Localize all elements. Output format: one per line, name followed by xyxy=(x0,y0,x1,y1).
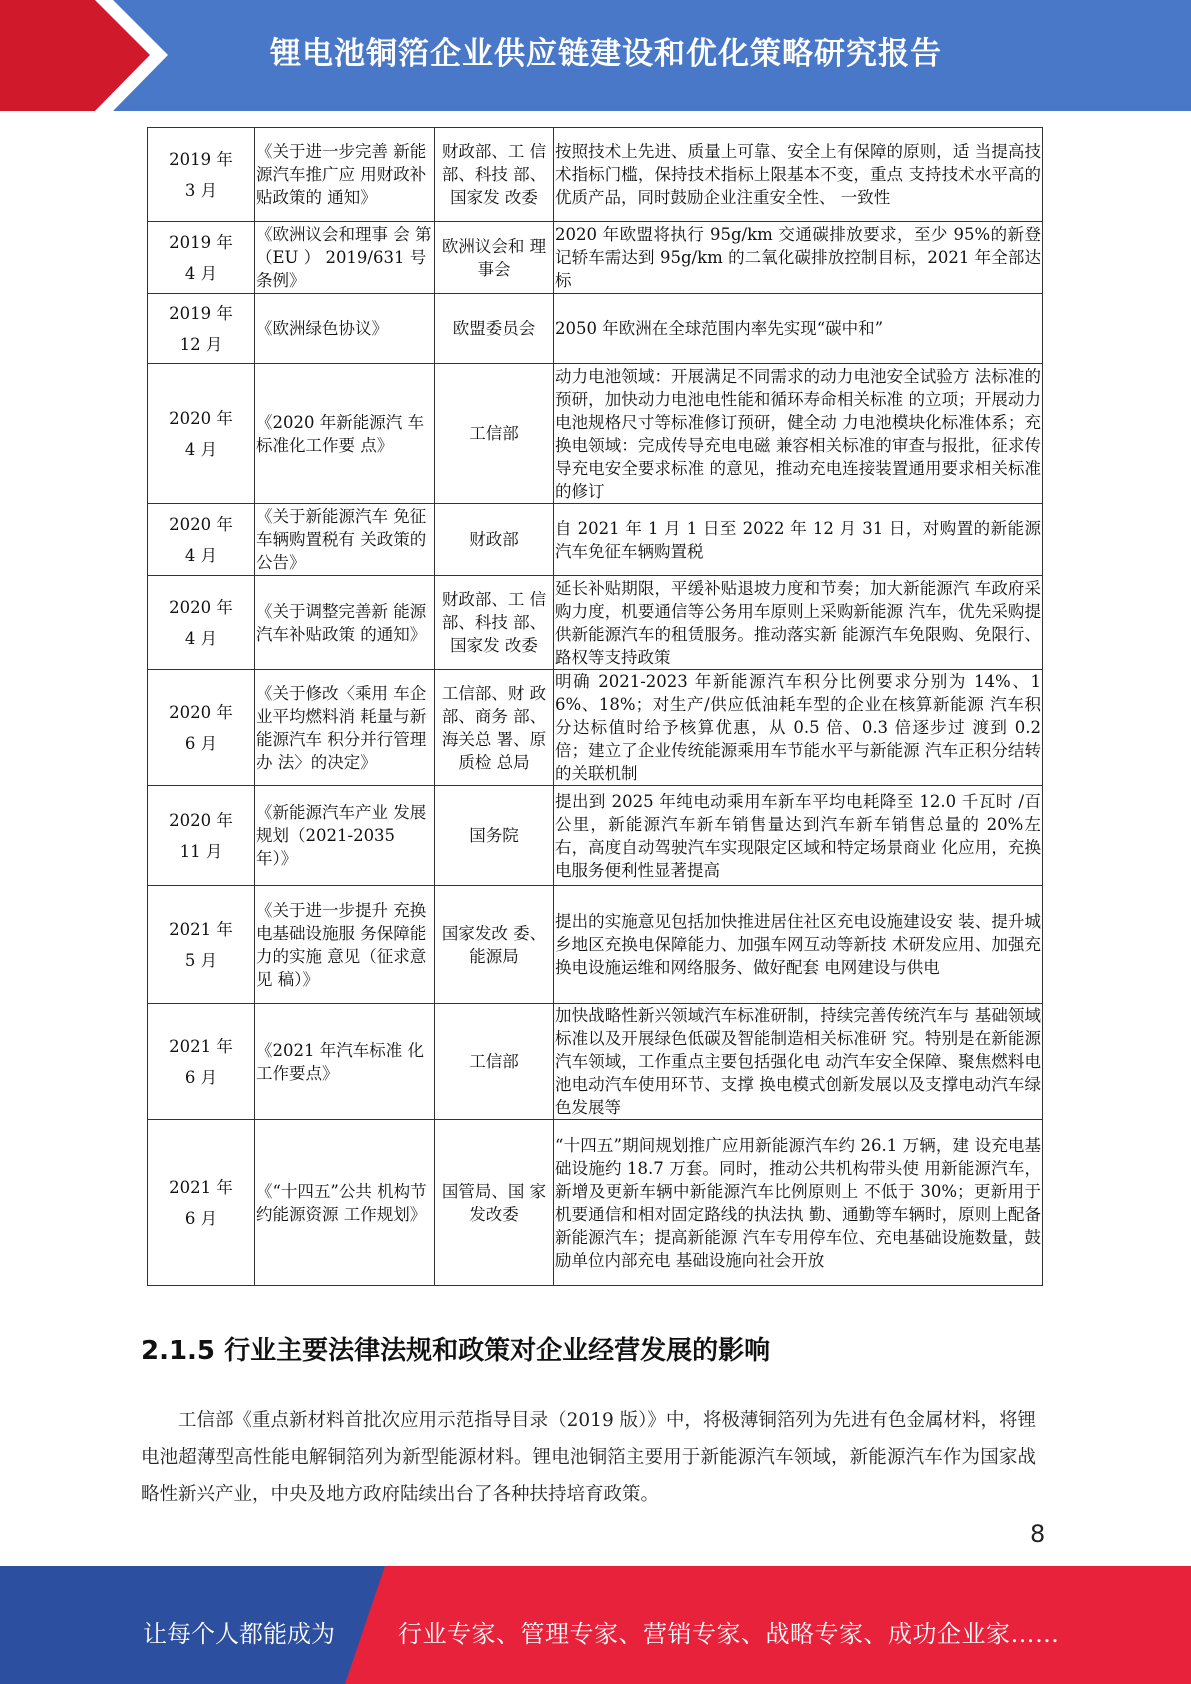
table-row xyxy=(148,504,1043,576)
policy-department-text: 财政部、工 信部、科技 部、国家发 改委 xyxy=(441,590,547,655)
policy-date-cell xyxy=(148,886,255,1004)
policy-content-text: 动力电池领域：开展满足不同需求的动力电池安全试验方 法标准的预研，加快动力电池电性能和循环寿命相关标准 的立项；开展动力电池规格尺寸等标准修订预研，健全动 力电池模块化标准体系；充换电领域：完成传导充电电磁 兼容相关标准的审查与报批，征求传导充电安全要求标准 的意见，推动充电连接装置通用要求相关标准的修订 xyxy=(555,366,1041,501)
policy-table-body xyxy=(148,128,1043,1286)
policy-date-cell xyxy=(148,364,255,504)
policy-date-cell xyxy=(148,294,255,364)
page-footer xyxy=(0,1566,1191,1684)
policy-date-cell xyxy=(148,504,255,576)
policy-document-text: 《“十四五”公共 机构节约能源资源 工作规划》 xyxy=(256,1181,427,1224)
policy-content-cell xyxy=(554,128,1043,222)
policy-content-text: 加快战略性新兴领域汽车标准研制，持续完善传统汽车与 基础领域标准以及开展绿色低碳及智能制造相关标准研 究。特别是在新能源汽车领域，工作重点主要包括强化电 动汽车安全保障、聚焦燃料电池电动汽车使用环节、支撑 换电模式创新发展以及支撑电动汽车绿色发展等 xyxy=(555,1006,1041,1117)
policy-department-cell xyxy=(435,222,554,294)
policy-department-cell xyxy=(435,294,554,364)
policy-content-cell xyxy=(554,294,1043,364)
body-paragraph: 工信部《重点新材料首批次应用示范指导目录（2019 版）》中，将极薄铜箔列为先进有色金属材料，将锂电池超薄型高性能电解铜箔列为新型能源材料。锂电池铜箔主要用于新能源汽车领域，新能源汽车作为国家战略性新兴产业，中央及地方政府陆续出台了各种扶持培育政策。 xyxy=(141,1410,1036,1505)
policy-content-cell xyxy=(554,1120,1043,1286)
table-row xyxy=(148,1120,1043,1286)
policy-date-cell xyxy=(148,670,255,786)
policy-date-cell xyxy=(148,576,255,670)
policy-department-text: 欧洲议会和 理事会 xyxy=(441,236,547,279)
policy-department-cell xyxy=(435,576,554,670)
policy-content-text: 2020 年欧盟将执行 95g/km 交通碳排放要求，至少 95%的新登记轿车需达到 95g/km 的二氧化碳排放控制目标，2021 年全部达标 xyxy=(555,225,1041,290)
policy-department-text: 国家发改 委、能源局 xyxy=(441,923,547,966)
policy-department-text: 欧盟委员会 xyxy=(452,319,536,338)
policy-department-text: 国务院 xyxy=(469,826,519,845)
policy-table xyxy=(147,127,1043,1286)
policy-content-text: “十四五”期间规划推广应用新能源汽车约 26.1 万辆，建 设充电基础设施约 18.7 万套。同时，推动公共机构带头使 用新能源汽车，新增及更新车辆中新能源汽车比例原则上 不低于 30%；更新用于机要通信和相对固定路线的执法执 勤、通勤等车辆时，原则上配备新能源汽车；提高新能源 汽车专用停车位、充电基础设施数量，鼓励单位内部充电 基础设施向社会开放 xyxy=(555,1135,1041,1270)
policy-content-text: 按照技术上先进、质量上可靠、安全上有保障的原则，适 当提高技术指标门槛，保持技术指标上限基本不变，重点 支持技术水平高的优质产品，同时鼓励企业注重安全性、 一致性 xyxy=(555,142,1041,207)
policy-date-cell xyxy=(148,786,255,886)
policy-date-text: 2019 年 12 月 xyxy=(169,303,233,354)
policy-document-cell xyxy=(255,786,435,886)
policy-department-text: 财政部 xyxy=(469,530,519,549)
policy-document-text: 《关于新能源汽车 免征车辆购置税有 关政策的公告》 xyxy=(256,507,427,572)
table-row xyxy=(148,364,1043,504)
policy-document-cell xyxy=(255,504,435,576)
policy-date-text: 2021 年 6 月 xyxy=(169,1177,233,1228)
policy-content-text: 提出的实施意见包括加快推进居住社区充电设施建设安 装、提升城乡地区充换电保障能力、加强车网互动等新技 术研发应用、加强充换电设施运维和网络服务、做好配套 电网建设与供电 xyxy=(555,912,1041,977)
policy-content-cell xyxy=(554,576,1043,670)
policy-content-text: 延长补贴期限，平缓补贴退坡力度和节奏；加大新能源汽 车政府采购力度，机要通信等公务用车原则上采购新能源 汽车，优先采购提供新能源汽车的租赁服务。推动落实新 能源汽车免限购、免限行、路权等支持政策 xyxy=(555,578,1041,667)
policy-department-cell xyxy=(435,1120,554,1286)
policy-content-cell xyxy=(554,886,1043,1004)
policy-document-cell xyxy=(255,576,435,670)
policy-document-text: 《2020 年新能源汽 车标准化工作要 点》 xyxy=(256,412,424,455)
policy-document-text: 《欧洲议会和理事 会 第 （EU ） 2019/631 号条例》 xyxy=(256,225,432,290)
policy-content-cell xyxy=(554,222,1043,294)
footer-slogan-left: 让每个人都能成为 xyxy=(143,1620,335,1648)
policy-document-text: 《2021 年汽车标准 化工作要点》 xyxy=(256,1040,424,1083)
policy-content-cell xyxy=(554,1004,1043,1120)
table-row xyxy=(148,128,1043,222)
policy-department-text: 工信部 xyxy=(469,1052,519,1071)
policy-content-text: 自 2021 年 1 月 1 日至 2022 年 12 月 31 日，对购置的新能源汽车免征车辆购置税 xyxy=(555,518,1041,561)
policy-document-text: 《关于调整完善新 能源汽车补贴政策 的通知》 xyxy=(256,601,427,644)
policy-content-text: 明确 2021-2023 年新能源汽车积分比例要求分别为 14%、16%、18%；对生产/供应低油耗车型的企业在核算新能源 汽车积分达标值时给予核算优惠，从 0.5 倍、0.3 倍逐步过 渡到 0.2 倍；建立了企业传统能源乘用车节能水平与新能源 汽车正积分结转的关联机制 xyxy=(555,672,1041,783)
page-number: 8 xyxy=(1030,1520,1046,1548)
policy-date-text: 2021 年 6 月 xyxy=(169,1036,233,1087)
policy-department-text: 国管局、国 家发改委 xyxy=(441,1181,547,1224)
policy-content-cell xyxy=(554,670,1043,786)
policy-department-cell xyxy=(435,504,554,576)
policy-date-cell xyxy=(148,222,255,294)
policy-date-cell xyxy=(148,128,255,222)
policy-date-cell xyxy=(148,1004,255,1120)
policy-department-text: 财政部、工 信部、科技 部、国家发 改委 xyxy=(441,142,547,207)
table-row xyxy=(148,294,1043,364)
policy-department-cell xyxy=(435,128,554,222)
policy-date-text: 2019 年 4 月 xyxy=(169,232,233,283)
policy-department-cell xyxy=(435,1004,554,1120)
table-row xyxy=(148,786,1043,886)
policy-document-cell xyxy=(255,1004,435,1120)
page-header xyxy=(0,0,1191,111)
policy-department-cell xyxy=(435,364,554,504)
policy-document-text: 《欧洲绿色协议》 xyxy=(256,319,388,338)
policy-document-cell xyxy=(255,294,435,364)
policy-date-text: 2020 年 4 月 xyxy=(169,408,233,459)
policy-document-text: 《关于进一步完善 新能源汽车推广应 用财政补贴政策的 通知》 xyxy=(256,142,427,207)
policy-date-text: 2020 年 4 月 xyxy=(169,597,233,648)
policy-department-text: 工信部 xyxy=(469,424,519,443)
footer-slogan-right: 行业专家、管理专家、营销专家、战略专家、成功企业家…… xyxy=(398,1620,1060,1648)
table-row xyxy=(148,886,1043,1004)
policy-content-cell xyxy=(554,504,1043,576)
policy-document-cell xyxy=(255,670,435,786)
report-title: 锂电池铜箔企业供应链建设和优化策略研究报告 xyxy=(270,36,942,72)
policy-document-cell xyxy=(255,1120,435,1286)
policy-department-cell xyxy=(435,786,554,886)
policy-document-text: 《关于进一步提升 充换电基础设施服 务保障能力的实施 意见（征求意见 稿）》 xyxy=(256,900,427,989)
section-heading: 2.1.5 行业主要法律法规和政策对企业经营发展的影响 xyxy=(141,1336,771,1366)
table-row xyxy=(148,670,1043,786)
policy-date-text: 2020 年 11 月 xyxy=(169,810,233,861)
policy-date-text: 2021 年 5 月 xyxy=(169,919,233,970)
policy-content-text: 提出到 2025 年纯电动乘用车新车平均电耗降至 12.0 千瓦时 /百公里，新能源汽车新车销售量达到汽车新车销售总量的 20%左右，高度自动驾驶汽车实现限定区域和特定场景商业 化应用，充换电服务便利性显著提高 xyxy=(555,791,1041,880)
policy-document-cell xyxy=(255,128,435,222)
policy-content-cell xyxy=(554,786,1043,886)
policy-document-text: 《新能源汽车产业 发展规划（2021-2035 年）》 xyxy=(256,803,427,868)
policy-date-text: 2020 年 6 月 xyxy=(169,702,233,753)
policy-document-cell xyxy=(255,364,435,504)
policy-document-cell xyxy=(255,222,435,294)
policy-department-cell xyxy=(435,670,554,786)
policy-department-text: 工信部、财 政部、商务 部、海关总 署、原质检 总局 xyxy=(441,683,547,772)
table-row xyxy=(148,576,1043,670)
policy-date-text: 2020 年 4 月 xyxy=(169,514,233,565)
table-row xyxy=(148,1004,1043,1120)
policy-document-text: 《关于修改〈乘用 车企业平均燃料消 耗量与新能源汽车 积分并行管理办 法〉的决定》 xyxy=(256,683,427,772)
policy-content-cell xyxy=(554,364,1043,504)
policy-content-text: 2050 年欧洲在全球范围内率先实现“碳中和” xyxy=(555,319,884,338)
policy-department-cell xyxy=(435,886,554,1004)
policy-date-text: 2019 年 3 月 xyxy=(169,149,233,200)
policy-date-cell xyxy=(148,1120,255,1286)
policy-document-cell xyxy=(255,886,435,1004)
table-row xyxy=(148,222,1043,294)
